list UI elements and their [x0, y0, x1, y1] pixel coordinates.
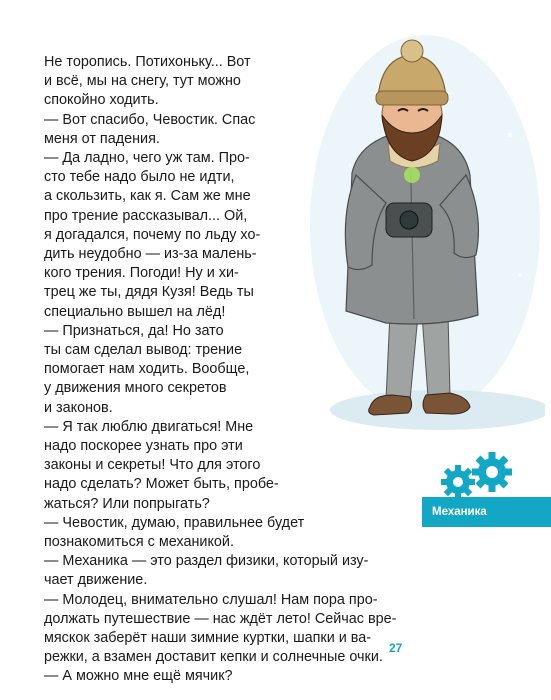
- text-line: — Вот спасибо, Чевостик. Спас: [44, 111, 256, 128]
- text-line: ты сам сделал вывод: трение: [44, 342, 243, 358]
- character-illustration: [290, 15, 545, 435]
- text-line: и законов.: [44, 399, 113, 416]
- text-line: надо сделать? Может быть, пробе-: [44, 476, 279, 493]
- text-line: сто тебе надо было не идти,: [44, 169, 235, 186]
- text-line: дить неудобно — из-за малень-: [44, 246, 257, 262]
- text-line: — Молодец, внимательно слушал! Нам пора про-: [44, 591, 378, 608]
- text-line: у движения много секретов: [44, 380, 227, 397]
- text-line: я догадался, почему по льду хо-: [44, 226, 261, 243]
- text-line: Не торопись. Потихоньку... Вот: [44, 54, 251, 70]
- text-line: законы и секреты! Что для этого: [44, 457, 261, 474]
- text-line: жаться? Или попрыгать?: [44, 495, 210, 512]
- topic-label: Механика: [422, 497, 551, 527]
- gears-decoration: [438, 452, 518, 500]
- text-line: спокойно ходить.: [44, 92, 159, 109]
- text-line: и всё, мы на снегу, тут можно: [44, 73, 241, 90]
- text-line: надо поскорее узнать про эти: [44, 438, 243, 454]
- text-line: режки, а взамен доставит кепки и солнечные очки.: [44, 649, 383, 666]
- text-line: — Признаться, да! Но зато: [44, 322, 224, 339]
- text-line: — Да ладно, чего уж там. Про-: [44, 150, 250, 166]
- text-line: меня от падения.: [44, 130, 160, 147]
- text-line: — А можно мне ещё мячик?: [44, 668, 233, 685]
- text-line: познакомиться с механикой.: [44, 534, 234, 550]
- gear-icon: [441, 465, 475, 499]
- text-line: трец же ты, дядя Кузя! Ведь ты: [44, 284, 254, 301]
- text-line: про трение рассказывал... Ой,: [44, 207, 248, 224]
- gear-icon: [472, 452, 512, 492]
- text-line: кого трения. Погоди! Ну и хи-: [44, 265, 239, 282]
- text-line: — Чевостик, думаю, правильнее будет: [44, 514, 305, 531]
- text-line: а скользить, как я. Сам же мне: [44, 188, 251, 205]
- text-line: мяскок заберёт наши зимние куртки, шапки и ва-: [44, 630, 372, 646]
- text-line: должать путешествие — нас ждёт лето! Сейчас вре-: [44, 610, 397, 627]
- text-line: — Я так люблю двигаться! Мне: [44, 418, 254, 435]
- text-line: — Механика — это раздел физики, который изу-: [44, 553, 369, 570]
- text-line: чает движение.: [44, 572, 148, 589]
- page-number: 27: [389, 641, 403, 655]
- text-line: помогает нам ходить. Вообще,: [44, 361, 250, 378]
- text-line: специально вышел на лёд!: [44, 303, 226, 320]
